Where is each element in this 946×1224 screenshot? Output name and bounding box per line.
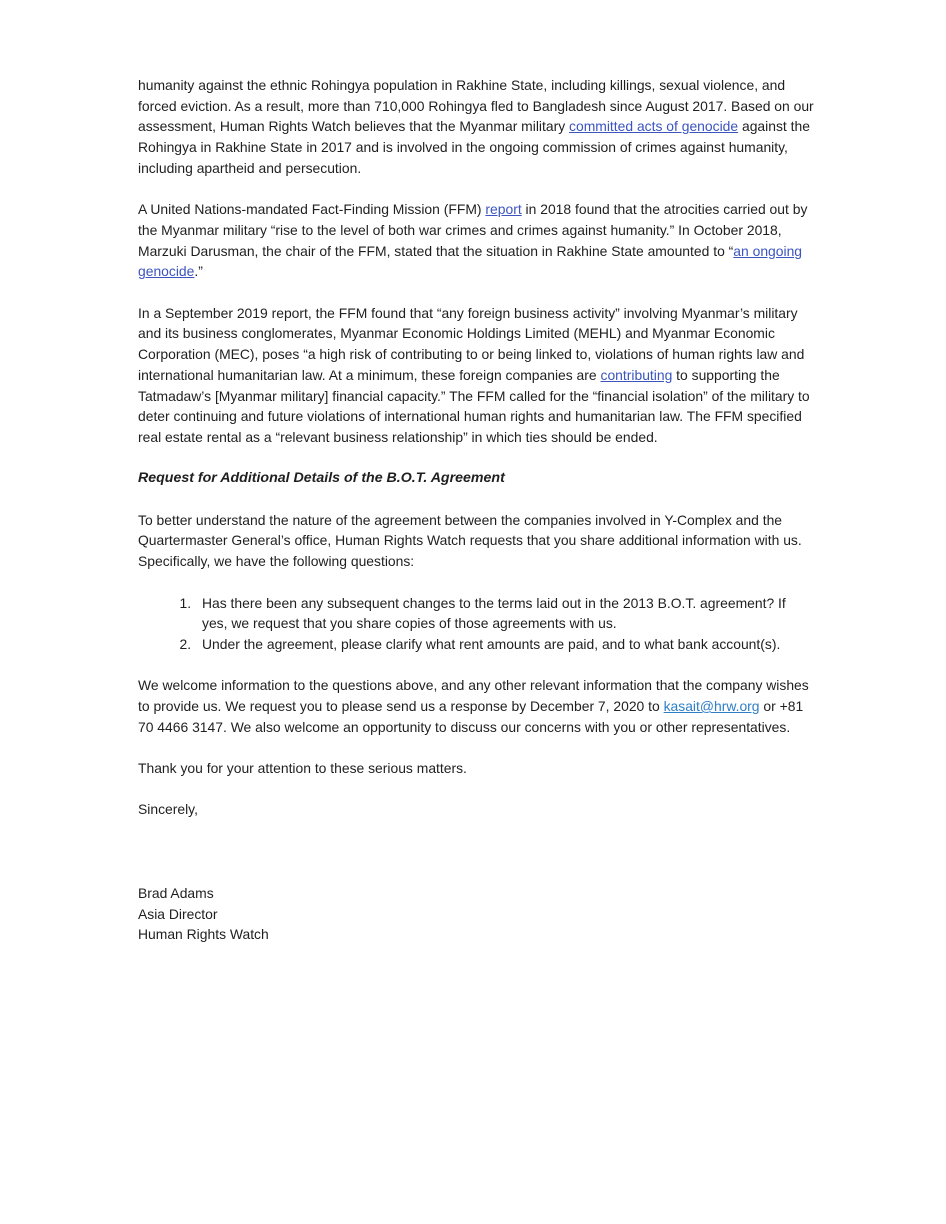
text-run: against the Rohingya in Rakhine State in 2017 and is involved in the ongoing commission of crimes against humanity, including apartheid and persecution. [138,118,810,176]
text-run: Under the agreement, please clarify what rent amounts are paid, and to what bank account(s). [202,635,781,652]
text-run: In a September 2019 report, the FFM found that “any foreign business activity” involving Myanmar’s military and its business conglomerates, Myanmar Economic Holdings Limited (MEHL) and Myanmar Economic Corporation (MEC), poses “a high risk of contributing to or being linked to, violations of human rights law and international humanitarian law. At a minimum, these foreign companies are [138,304,805,383]
paragraph [138,75,814,179]
signature-line: Asia Director [138,905,218,922]
signature-block [138,883,814,945]
text-run: Thank you for your attention to these serious matters. [138,760,467,777]
paragraph [138,675,814,737]
text-run: A United Nations-mandated Fact-Finding Mission (FFM) [138,201,486,218]
text-run: .” [194,263,203,280]
hyperlink[interactable]: committed acts of genocide [569,118,739,135]
list-item [195,634,814,655]
paragraph [138,758,814,779]
text-run: or +81 70 4466 3147. We also welcome an opportunity to discuss our concerns with you or other representatives. [138,698,804,735]
signature-line: Brad Adams [138,884,214,901]
text-run: Request for Additional Details of the B.O.T. Agreement [138,470,505,487]
text-run: Sincerely, [138,801,198,818]
email-link[interactable]: kasait@hrw.org [663,698,760,714]
section-heading [138,468,814,489]
list-item [195,593,814,634]
text-run: To better understand the nature of the agreement between the companies involved in Y-Complex and the Quartermaster General’s office, Human Rights Watch requests that you share additional information with us. Specifically, we have the following questions: [138,511,802,570]
letter-body [138,75,814,945]
text-run: We welcome information to the questions above, and any other relevant information that the company wishes to provide us. We request you to please send us a response by December 7, 2020 to [138,677,809,714]
text-run: Has there been any subsequent changes to the terms laid out in the 2013 B.O.T. agreement? If yes, we request that you share copies of those agreements with us. [202,594,786,632]
hyperlink[interactable]: an ongoing genocide [138,242,803,280]
signature-line: Human Rights Watch [138,926,269,943]
paragraph [138,799,814,820]
paragraph [138,510,814,572]
hyperlink[interactable]: contributing [600,366,673,383]
text-run: humanity against the ethnic Rohingya population in Rakhine State, including killings, sexual violence, and forced eviction. As a result, more than 710,000 Rohingya fled to Bangladesh since August 2017. Based on our assessment, Human Rights Watch believes that the Myanmar military [138,77,814,135]
paragraph [138,199,814,282]
numbered-list [138,593,814,655]
text-run: to supporting the Tatmadaw’s [Myanmar military] financial capacity.” The FFM called for the “financial isolation” of the military to deter continuing and future violations of international human rights and humanitarian law. The FFM specified real estate rental as a “relevant business relationship” in which ties should be ended. [138,366,810,445]
text-run: in 2018 found that the atrocities carried out by the Myanmar military “rise to the level of both war crimes and crimes against humanity.” In October 2018, Marzuki Darusman, the chair of the FFM, stated that the situation in Rakhine State amounted to “ [138,201,808,259]
signature-space [138,841,814,883]
paragraph [138,303,814,448]
hyperlink[interactable]: report [485,201,522,218]
